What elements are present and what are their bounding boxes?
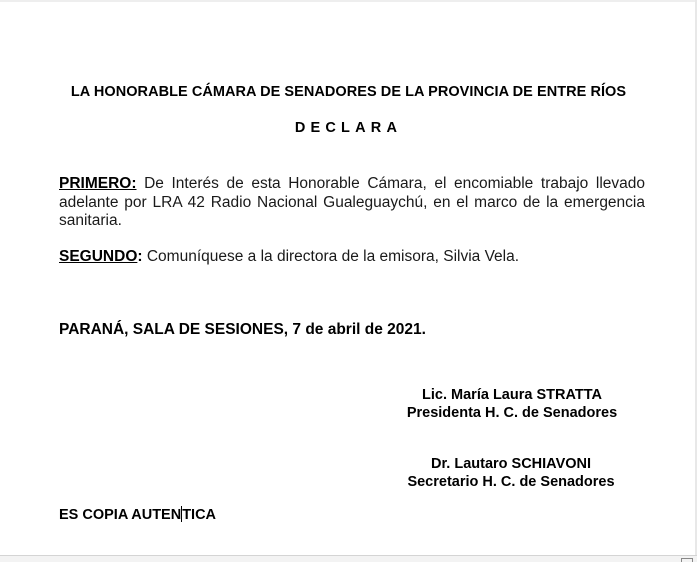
place-date-line: PARANÁ, SALA DE SESIONES, 7 de abril de 2021. xyxy=(59,321,426,338)
copy-note-after-cursor: TICA xyxy=(182,507,217,523)
copy-authentic-note[interactable] xyxy=(59,506,216,523)
page-top-edge xyxy=(0,0,697,2)
declara-title: DECLARA xyxy=(294,120,403,136)
segundo-label: SEGUNDO xyxy=(59,248,138,265)
primero-label: PRIMERO: xyxy=(59,175,137,192)
signature-president xyxy=(400,386,624,422)
article-segundo xyxy=(59,248,645,267)
copy-note-before-cursor: ES COPIA AUTEN xyxy=(59,507,182,523)
signature-president-name: Lic. María Laura STRATTA xyxy=(422,387,602,403)
segundo-text: Comuníquese a la directora de la emisora, Silvia Vela. xyxy=(142,248,520,265)
article-primero xyxy=(59,175,645,231)
view-mode-icon[interactable] xyxy=(681,558,693,562)
status-bar-edge xyxy=(0,555,697,562)
signature-secretary-role: Secretario H. C. de Senadores xyxy=(407,474,615,490)
signature-president-role: Presidenta H. C. de Senadores xyxy=(406,405,618,421)
signature-secretary-name: Dr. Lautaro SCHIAVONI xyxy=(430,456,592,472)
signature-secretary xyxy=(398,455,624,491)
document-heading: LA HONORABLE CÁMARA DE SENADORES DE LA PROVINCIA DE ENTRE RÍOS xyxy=(70,84,627,100)
segundo-colon: : xyxy=(137,248,143,265)
primero-text: De Interés de esta Honorable Cámara, el encomiable trabajo llevado adelante por LRA 42 Radio Nacional Gualeguaychú, en el marco de la emergencia sanitaria. xyxy=(59,175,645,229)
